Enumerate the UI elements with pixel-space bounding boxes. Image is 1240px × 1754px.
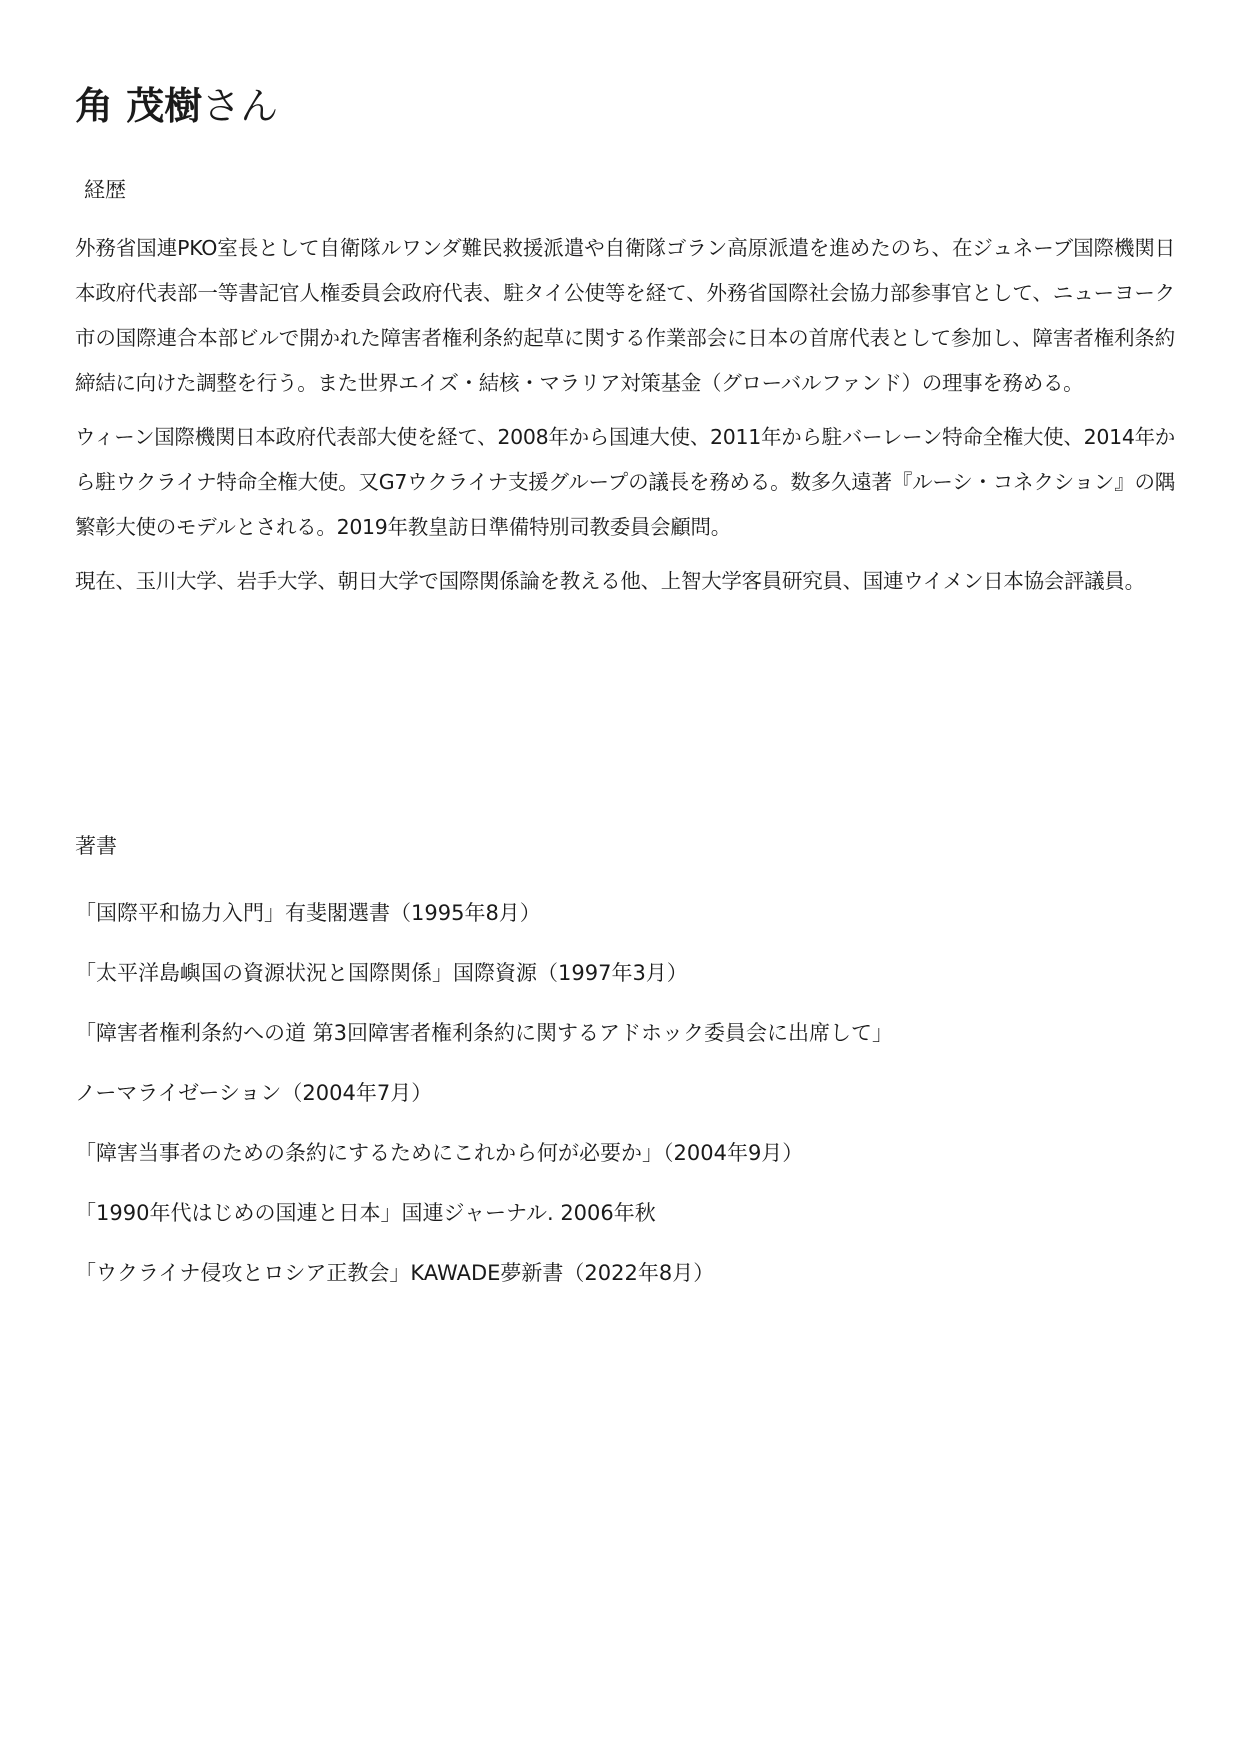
career-heading: 経歴 (84, 178, 126, 202)
career-paragraph: 外務省国連PKO室長として自衛隊ルワンダ難民救援派遣や自衛隊ゴラン高原派遣を進めたのち、在ジュネーブ国際機関日本政府代表部一等書記官人権委員会政府代表、駐タイ公使等を経て、外務省国際社会協力部参事官として、ニューヨーク市の国際連合本部ビルで開かれた障害者権利条約起草に関する作業部会に日本の首席代表として参加し、障害者権利条約締結に向けた調整を行う。また世界エイズ・結核・マラリア対策基金（グローバルファンド）の理事を務める。 (75, 236, 1175, 395)
publication-item: 「障害当事者のための条約にするためにこれから何が必要か」（2004年9月） (75, 1141, 804, 1165)
career-paragraph: ウィーン国際機関日本政府代表部大使を経て、2008年から国連大使、2011年から駐バーレーン特命全権大使、2014年から駐ウクライナ特命全権大使。又G7ウクライナ支援グループの議長を務める。数多久遠著『ルーシ・コネクション』の隅繁彰大使のモデルとされる。2019年教皇訪日準備特別司教委員会顧問。 (75, 425, 1175, 539)
page-title (75, 80, 278, 132)
publications-list (75, 883, 1175, 1303)
honorific-suffix: さん (202, 84, 279, 128)
publication-item: ノーマライゼーション（2004年7月） (75, 1081, 433, 1105)
publication-item: 「障害者権利条約への道 第3回障害者権利条約に関するアドホック委員会に出席して」 (75, 1021, 894, 1045)
publication-item: 「1990年代はじめの国連と日本」国連ジャーナル. 2006年秋 (75, 1201, 656, 1225)
publications-heading: 著書 (75, 834, 117, 858)
person-name: 角 茂樹 (75, 84, 203, 128)
publication-item: 「国際平和協力入門」有斐閣選書（1995年8月） (75, 901, 541, 925)
publication-item: 「太平洋島嶼国の資源状況と国際関係」国際資源（1997年3月） (75, 961, 688, 985)
publication-item: 「ウクライナ侵攻とロシア正教会」KAWADE夢新書（2022年8月） (75, 1261, 715, 1285)
career-paragraph: 現在、玉川大学、岩手大学、朝日大学で国際関係論を教える他、上智大学客員研究員、国連ウイメン日本協会評議員。 (75, 569, 1145, 593)
career-section (75, 226, 1175, 613)
